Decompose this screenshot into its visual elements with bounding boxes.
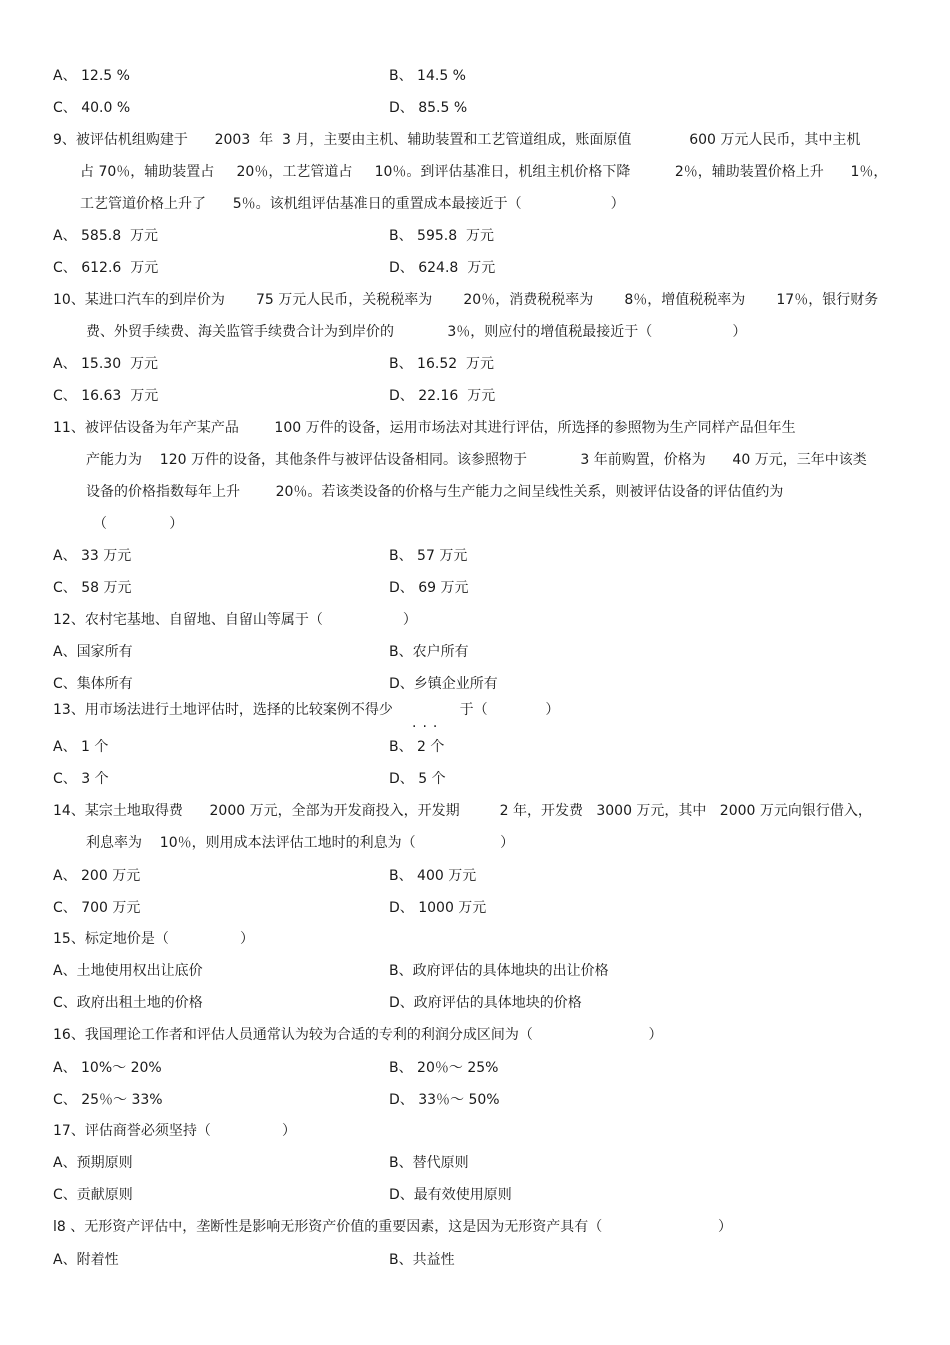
q16-option-a: A、 10%～ 20% bbox=[53, 1060, 162, 1076]
q13-option-d: D、 5 个 bbox=[389, 771, 446, 787]
q17-option-b: B、替代原则 bbox=[389, 1155, 469, 1171]
q17-option-a: A、预期原则 bbox=[53, 1155, 133, 1171]
q15-option-c: C、政府出租土地的价格 bbox=[53, 995, 203, 1011]
q16-text-line1: 16、我国理论工作者和评估人员通常认为较为合适的专利的利润分成区间为（ ） bbox=[53, 1027, 663, 1043]
q11-text-line3: 设备的价格指数每年上升 20％。若该类设备的价格与生产能力之间呈线性关系，则被评估设备的评估值约为 bbox=[86, 484, 784, 500]
q16-option-c: C、 25％～ 33% bbox=[53, 1092, 163, 1108]
q10-text-line2: 费、外贸手续费、海关监管手续费合计为到岸价的 3％，则应付的增值税最接近于（ ） bbox=[86, 324, 747, 340]
q10-option-d: D、 22.16 万元 bbox=[389, 388, 496, 404]
q16-option-d: D、 33％～ 50% bbox=[389, 1092, 500, 1108]
q15-text-line1: 15、标定地价是（ ） bbox=[53, 931, 255, 947]
q12-option-a: A、国家所有 bbox=[53, 644, 133, 660]
q10-text-line1: 10、某进口汽车的到岸价为 75 万元人民币，关税税率为 20％，消费税税率为 8％，增值税税率为 17％，银行财务 bbox=[53, 292, 879, 308]
q11-text-line1: 11、被评估设备为年产某产品 100 万件的设备，运用市场法对其进行评估，所选择的参照物为生产同样产品但年生 bbox=[53, 420, 796, 436]
q8-option-c: C、 40.0 % bbox=[53, 100, 131, 116]
q15-option-a: A、土地使用权出让底价 bbox=[53, 963, 203, 979]
q17-option-d: D、最有效使用原则 bbox=[389, 1187, 512, 1203]
q14-option-c: C、 700 万元 bbox=[53, 900, 141, 916]
q8-option-a: A、 12.5 % bbox=[53, 68, 130, 84]
q11-text-line2: 产能力为 120 万件的设备，其他条件与被评估设备相同。该参照物于 3 年前购置，价格为 40 万元，三年中该类 bbox=[86, 452, 867, 468]
q14-option-a: A、 200 万元 bbox=[53, 868, 141, 884]
q13-option-a: A、 1 个 bbox=[53, 739, 109, 755]
q11-option-a: A、 33 万元 bbox=[53, 548, 132, 564]
q8-option-b: B、 14.5 % bbox=[389, 68, 466, 84]
q15-option-b: B、政府评估的具体地块的出让价格 bbox=[389, 963, 609, 979]
q10-option-b: B、 16.52 万元 bbox=[389, 356, 495, 372]
q12-text-line1: 12、农村宅基地、自留地、自留山等属于（ ） bbox=[53, 612, 417, 628]
q13-text-line1: 13、用市场法进行土地评估时，选择的比较案例不得少 于（ ） bbox=[53, 702, 560, 718]
q12-option-b: B、农户所有 bbox=[389, 644, 469, 660]
q9-option-b: B、 595.8 万元 bbox=[389, 228, 495, 244]
q15-option-d: D、政府评估的具体地块的价格 bbox=[389, 995, 582, 1011]
q10-option-a: A、 15.30 万元 bbox=[53, 356, 159, 372]
q9-text-line3: 工艺管道价格上升了 5％。该机组评估基准日的重置成本最接近于（ ） bbox=[80, 196, 625, 212]
q9-option-a: A、 585.8 万元 bbox=[53, 228, 159, 244]
q14-option-b: B、 400 万元 bbox=[389, 868, 477, 884]
q14-option-d: D、 1000 万元 bbox=[389, 900, 487, 916]
q8-option-d: D、 85.5 % bbox=[389, 100, 468, 116]
q9-option-d: D、 624.8 万元 bbox=[389, 260, 496, 276]
q13-option-b: B、 2 个 bbox=[389, 739, 445, 755]
q14-text-line2: 利息率为 10％，则用成本法评估工地时的利息为（ ） bbox=[86, 835, 515, 851]
q17-option-c: C、贡献原则 bbox=[53, 1187, 133, 1203]
q11-option-c: C、 58 万元 bbox=[53, 580, 132, 596]
q14-text-line1: 14、某宗土地取得费 2000 万元，全部为开发商投入，开发期 2 年，开发费 3000 万元，其中 2000 万元向银行借入， bbox=[53, 803, 872, 819]
q16-option-b: B、 20％～ 25% bbox=[389, 1060, 499, 1076]
q13-option-c: C、 3 个 bbox=[53, 771, 109, 787]
q10-option-c: C、 16.63 万元 bbox=[53, 388, 159, 404]
q18-option-a: A、附着性 bbox=[53, 1252, 119, 1268]
q18-option-b: B、共益性 bbox=[389, 1252, 455, 1268]
q9-option-c: C、 612.6 万元 bbox=[53, 260, 159, 276]
q12-option-c: C、集体所有 bbox=[53, 676, 133, 692]
q9-text-line2: 占 70％，辅助装置占 20％，工艺管道占 10％。到评估基准日，机组主机价格下降 2％，辅助装置价格上升 1％， bbox=[80, 164, 888, 180]
q18-text-line1: l8 、无形资产评估中，垄断性是影响无形资产价值的重要因素，这是因为无形资产具有（ ） bbox=[53, 1219, 732, 1235]
q11-option-d: D、 69 万元 bbox=[389, 580, 469, 596]
q12-option-d: D、乡镇企业所有 bbox=[389, 676, 498, 692]
q11-option-b: B、 57 万元 bbox=[389, 548, 468, 564]
q13-emphasis-dots: ... bbox=[412, 715, 444, 731]
q9-text-line1: 9、被评估机组购建于 2003 年 3 月，主要由主机、辅助装置和工艺管道组成，账面原值 600 万元人民币，其中主机 bbox=[53, 132, 861, 148]
q17-text-line1: 17、评估商誉必须坚持（ ） bbox=[53, 1123, 297, 1139]
q11-text-line4: （ ） bbox=[93, 516, 184, 532]
